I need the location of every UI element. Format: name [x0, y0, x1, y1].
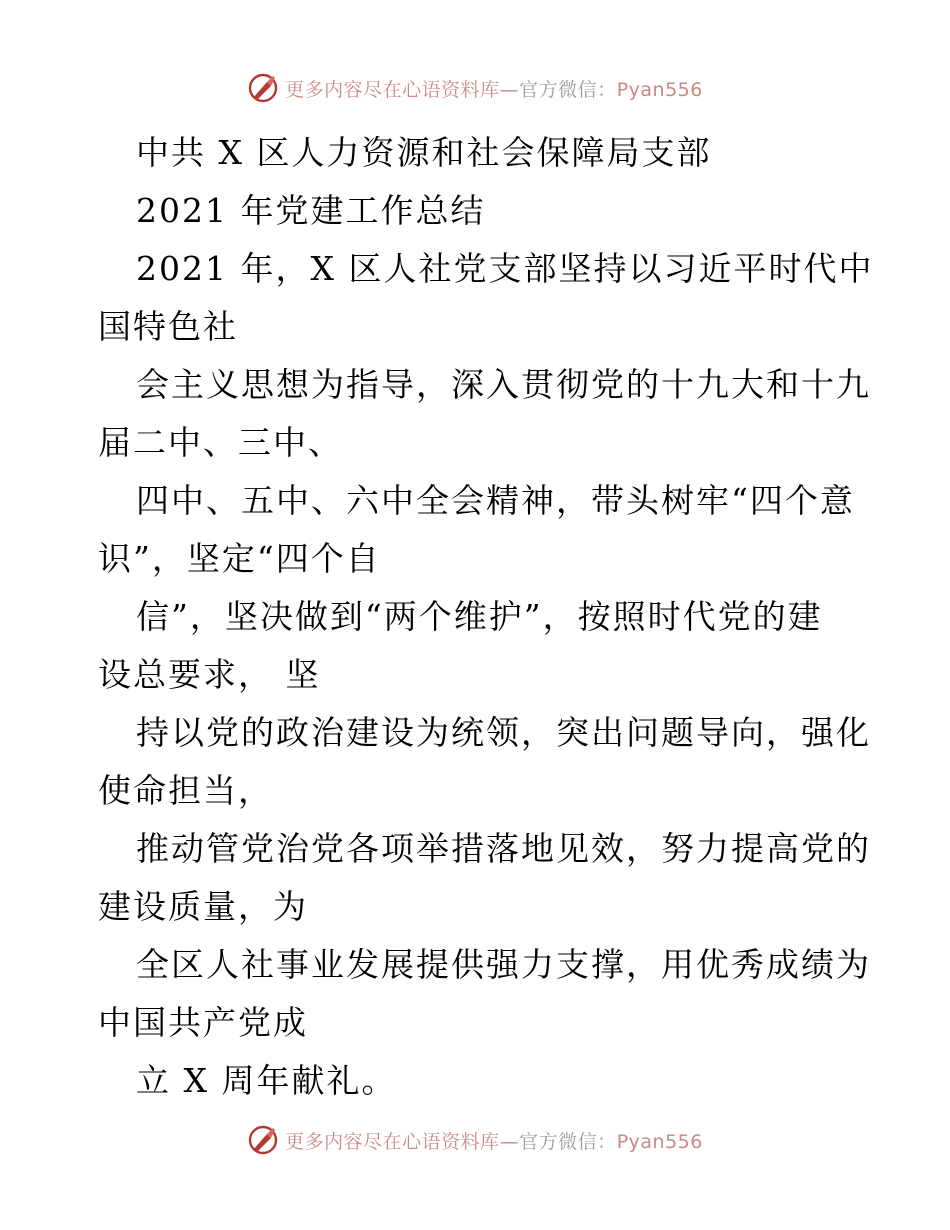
- paragraph-line: 国特色社: [98, 307, 238, 346]
- watermark-text: [285, 1127, 703, 1154]
- paragraph-line: 使命担当，: [98, 771, 273, 810]
- document-title-line-2: 2021 年党建工作总结: [136, 191, 486, 230]
- pen-nib-logo-icon: [247, 72, 279, 104]
- header-watermark: [0, 72, 950, 104]
- paragraph-line: 持以党的政治建设为统领，突出问题导向，强化: [136, 713, 871, 752]
- paragraph-line: 立 X 周年献礼。: [136, 1061, 397, 1100]
- watermark-text: [285, 75, 703, 102]
- watermark-official: 官方微信：: [519, 1130, 617, 1153]
- paragraph-line: 届二中、三中、: [98, 423, 343, 462]
- paragraph-line: 信”，坚决做到“两个维护”，按照时代党的建: [136, 597, 823, 636]
- watermark-official: 官方微信：: [519, 78, 617, 101]
- watermark-lead: 更多内容尽在心语资料库: [285, 1130, 500, 1153]
- paragraph-line: 识”，坚定“四个自: [98, 539, 381, 578]
- document-body: [98, 124, 874, 1110]
- pen-nib-logo-icon: [247, 1124, 279, 1156]
- paragraph-line: 2021 年，X 区人社党支部坚持以习近平时代中: [136, 249, 874, 288]
- paragraph-line: 建设质量，为: [98, 887, 308, 926]
- paragraph-line: 全区人社事业发展提供强力支撑，用优秀成绩为: [136, 945, 871, 984]
- footer-watermark: [0, 1124, 950, 1156]
- watermark-id: Pyan556: [616, 1130, 703, 1153]
- watermark-dash: —: [499, 1130, 520, 1153]
- paragraph-line: 设总要求， 坚: [98, 655, 321, 694]
- watermark-id: Pyan556: [616, 78, 703, 101]
- document-title-line-1: 中共 X 区人力资源和社会保障局支部: [136, 133, 712, 172]
- paragraph-line: 中国共产党成: [98, 1003, 308, 1042]
- watermark-dash: —: [499, 78, 520, 101]
- watermark-lead: 更多内容尽在心语资料库: [285, 78, 500, 101]
- paragraph-line: 四中、五中、六中全会精神，带头树牢“四个意: [136, 481, 855, 520]
- paragraph-line: 推动管党治党各项举措落地见效，努力提高党的: [136, 829, 871, 868]
- paragraph-line: 会主义思想为指导，深入贯彻党的十九大和十九: [136, 365, 871, 404]
